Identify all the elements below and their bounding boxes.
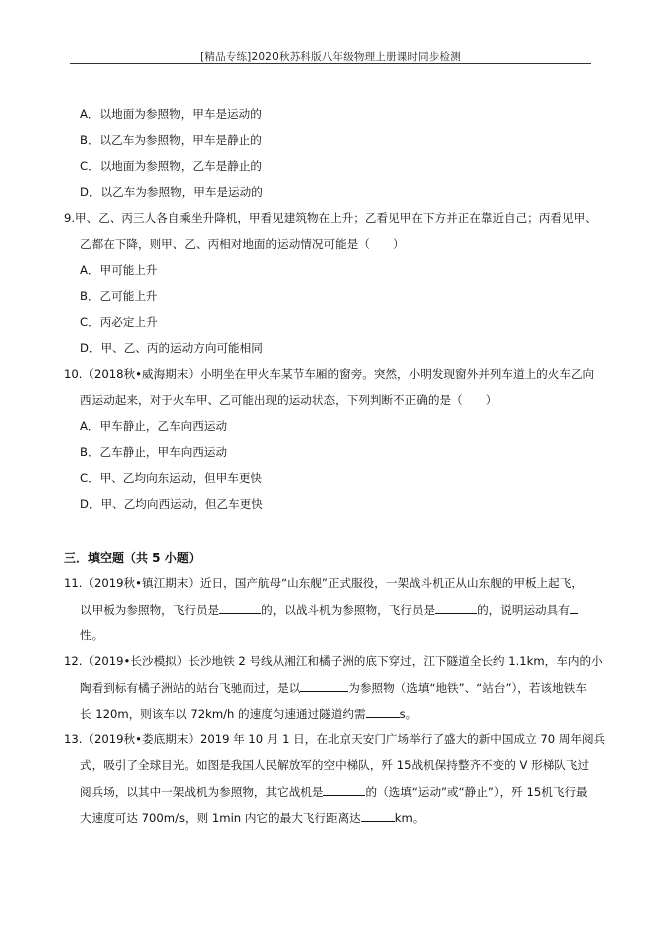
q12-line1: 12.（2019•长沙模拟）长沙地铁 2 号线从湘江和橘子洲的底下穿过，江下隧道全长约 1.1km，车内的小 [64,654,603,668]
q12-text-c: 长 120m，则该车以 72km/h 的速度匀速通过隧道约需 [80,707,366,721]
q10-option-c: C．甲、乙均向东运动，但甲车更快 [80,471,263,485]
q9-stem-line1: 9.甲、乙、丙三人各自乘坐升降机，甲看见建筑物在上升；乙看见甲在下方并正在靠近自己；丙看见甲、 [64,211,597,225]
q12-blank-2[interactable] [366,705,400,718]
header-divider [70,63,591,64]
q13-text-c: 大速度可达 700m/s，则 1min 内它的最大飞行距离达 [80,811,361,825]
q9-option-c: C．丙必定上升 [80,315,158,329]
q13-line2: 式，吸引了全球目光。如图是我国人民解放军的空中梯队，歼 15战机保持整齐不变的 V 形梯队飞过 [80,758,590,772]
q12-line3 [80,705,417,722]
q8-option-c: C．以地面为参照物，乙车是静止的 [80,159,263,173]
q13-text-d: km。 [394,811,425,825]
q11-line2 [80,601,578,618]
q12-line2 [80,679,587,696]
q10-option-d: D．甲、乙均向西运动，但乙车更快 [80,497,263,511]
q12-text-d: s。 [399,707,418,721]
q11-blank-3[interactable] [570,601,578,614]
q13-text-a: 阅兵场，以其中一架战机为参照物，其它战机是 [80,785,324,799]
q9-option-d: D．甲、乙、丙的运动方向可能相同 [80,341,263,355]
q12-text-b: 为参照物（选填“地铁”、“站台”），若该地铁车 [348,681,587,695]
header-title: [精品专练]2020秋苏科版八年级物理上册课时同步检测 [200,51,461,63]
q12-text-a: 陶看到标有橘子洲站的站台飞驰而过，是以 [80,681,301,695]
q10-stem-line2: 西运动起来，对于火车甲、乙可能出现的运动状态，下列判断不正确的是（ ） [80,393,498,407]
q8-option-a: A．以地面为参照物，甲车是运动的 [80,107,262,121]
q11-text-a: 以甲板为参照物，飞行员是 [80,603,220,617]
q8-option-d: D．以乙车为参照物，甲车是运动的 [80,185,263,199]
q13-line1: 13.（2019秋•娄底期末）2019 年 10 月 1 日，在北京天安门广场举行了盛大的新中国成立 70 周年阅兵 [64,732,606,746]
q13-line4 [80,809,424,826]
q13-text-b: 的（选填“运动”或“静止”），歼 15机飞行最 [365,785,588,799]
q11-blank-1[interactable] [219,601,261,614]
q9-option-b: B．乙可能上升 [80,289,158,303]
q13-blank-1[interactable] [323,783,365,796]
q12-blank-1[interactable] [300,679,348,692]
q10-stem-line1: 10.（2018秋•威海期末）小明坐在甲火车某节车厢的窗旁。突然，小明发现窗外并列车道上的火车乙向 [64,367,595,381]
q10-option-a: A．甲车静止，乙车向西运动 [80,419,228,433]
q11-text-b: 的，以战斗机为参照物，飞行员是 [261,603,436,617]
section-title-fill-blank: 三．填空题（共 5 小题） [64,551,201,565]
q13-blank-2[interactable] [361,809,395,822]
q11-line1: 11.（2019秋•镇江期末）近日，国产航母“山东舰”正式服役，一架战斗机正从山东舰的甲板上起飞， [64,576,583,590]
q9-stem-line2: 乙都在下降，则甲、乙、丙相对地面的运动情况可能是（ ） [80,237,405,251]
q8-option-b: B．以乙车为参照物，甲车是静止的 [80,133,262,147]
q11-blank-2[interactable] [435,601,477,614]
q9-option-a: A．甲可能上升 [80,263,158,277]
q11-text-c: 的，说明运动具有 [477,603,570,617]
q13-line3 [80,783,588,800]
q11-line3: 性。 [80,628,104,642]
q10-option-b: B．乙车静止，甲车向西运动 [80,445,228,459]
